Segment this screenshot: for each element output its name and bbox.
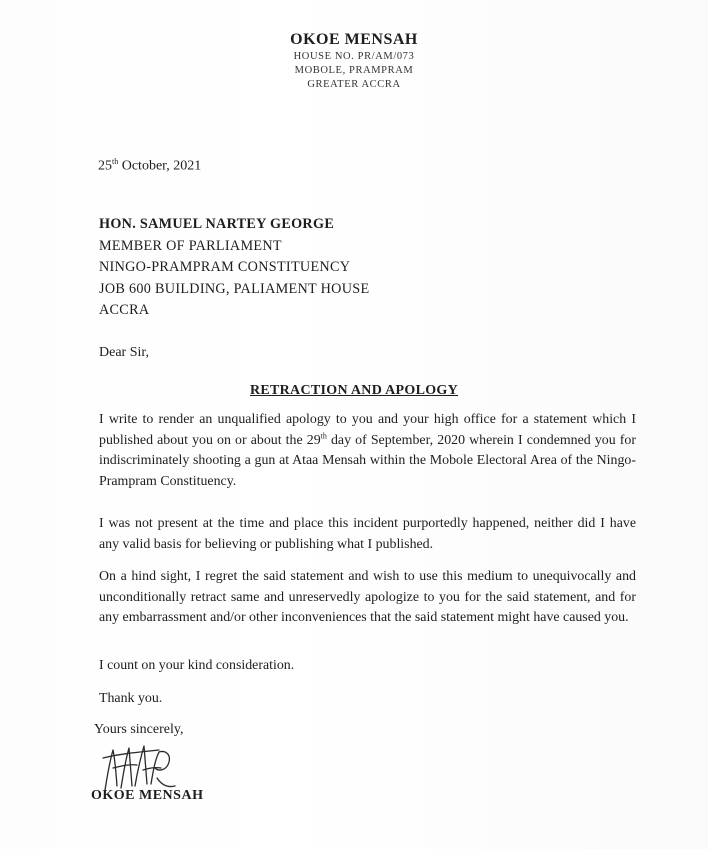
date-day: 25 [98,158,112,174]
recipient-building: JOB 600 BUILDING, PALIAMENT HOUSE [99,280,370,297]
paragraph-4: I count on your kind consideration. [99,658,295,673]
paragraph-3: On a hind sight, I regret the said statement and wish to use this medium to unequivocally and unconditionally retract same and unreservedly apologize to you for the said statement, and for any embarrassment and/or other inconveniences that the said statement might have caused you. [99,569,636,625]
letter-date [98,157,201,175]
paragraph-2: I was not present at the time and place this incident purportedly happened, neither did I have any valid basis for believing or publishing what I published. [99,516,636,552]
recipient-name: HON. SAMUEL NARTEY GEORGE [99,216,335,232]
closing: Yours sincerely, [94,722,184,737]
signer-name: OKOE MENSAH [91,788,204,803]
paragraph-5: Thank you. [99,691,163,706]
letter-heading: RETRACTION AND APOLOGY [249,383,459,398]
recipient-block [99,214,369,322]
paragraph-1 [99,410,636,492]
sender-address-line-3: GREATER ACCRA [307,79,401,90]
date-rest: October, 2021 [121,158,202,174]
paragraph-1-part-1: I write to render an unqualified apology to you and your high office for a statement which I published about you on or about the 29 [99,412,636,448]
sender-name: OKOE MENSAH [290,31,418,48]
paragraph-1-superscript: th [320,430,327,440]
sender-address-line-1: HOUSE NO. PR/AM/073 [293,51,415,62]
salutation: Dear Sir, [99,345,149,360]
sender-address-line-2: MOBOLE, PRAMPRAM [294,65,414,76]
recipient-constituency: NINGO-PRAMPRAM CONSTITUENCY [99,259,351,275]
recipient-city: ACCRA [99,302,150,318]
sender-block [0,30,708,92]
handwritten-signature [99,738,179,794]
recipient-title: MEMBER OF PARLIAMENT [99,237,282,254]
paragraph-1-part-2: day of September, 2020 wherein I condemned you for indiscriminately shooting a gun at Ataa Mensah within the Mobole Electoral Area of the Ningo-Prampram Constituency. [99,432,636,489]
date-suffix: th [112,157,119,166]
